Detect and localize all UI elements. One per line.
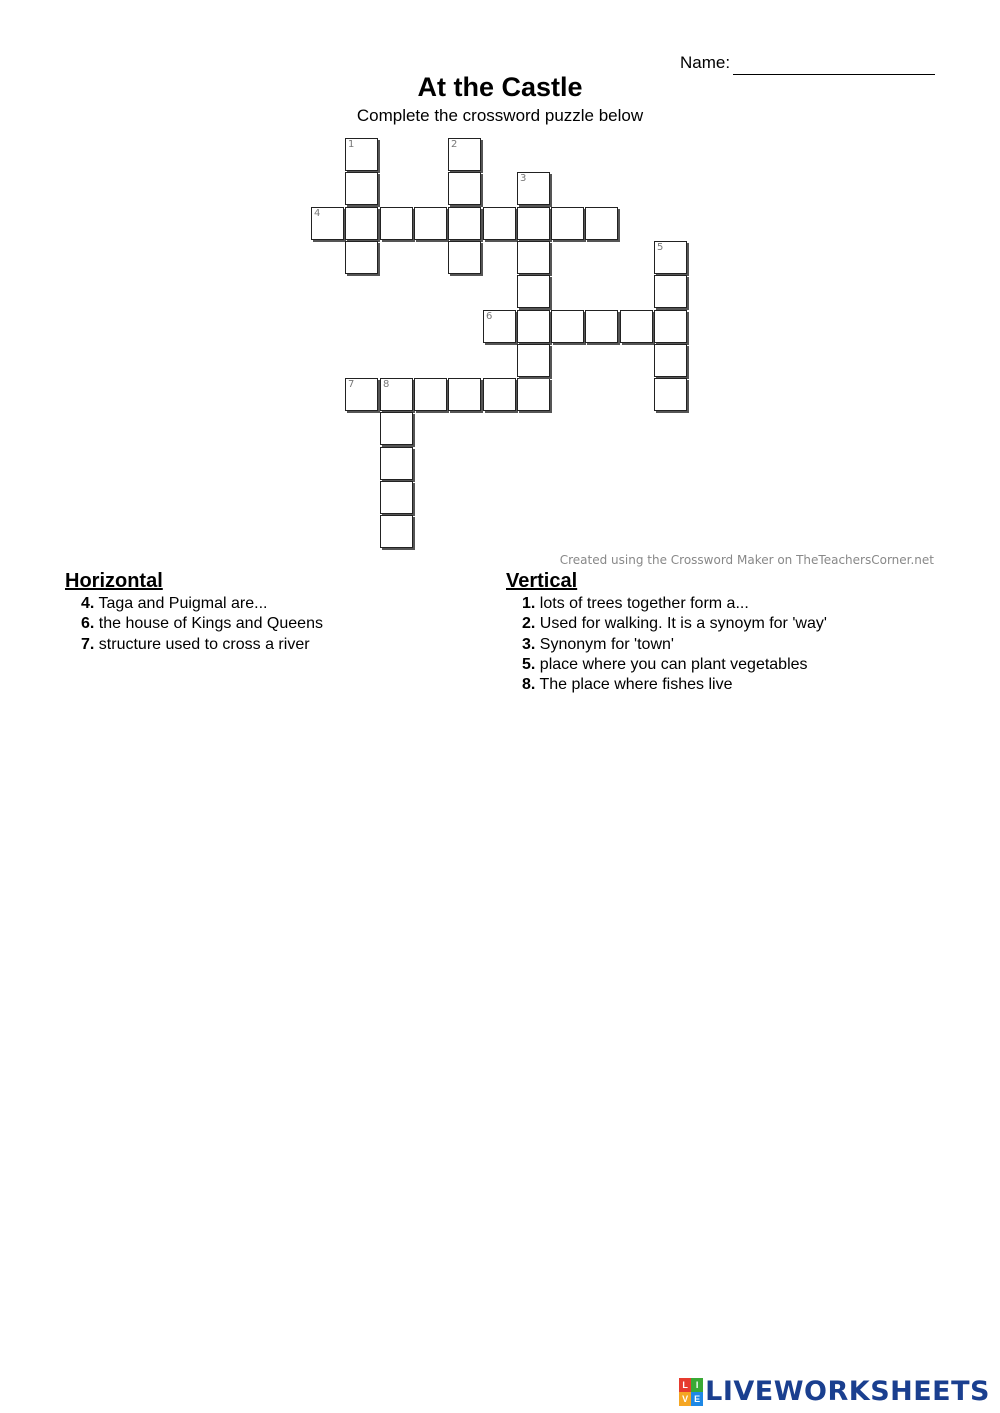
logo-letter: I — [691, 1378, 703, 1392]
crossword-cell[interactable] — [585, 207, 618, 240]
clue-number: 4. — [81, 595, 95, 612]
clue-text: place where you can plant vegetables — [539, 655, 808, 673]
vertical-clue — [522, 614, 827, 634]
name-label: Name: — [680, 53, 731, 72]
page-subtitle: Complete the crossword puzzle below — [356, 106, 644, 125]
crossword-cell[interactable] — [448, 172, 481, 205]
vertical-clue — [522, 675, 827, 695]
logo-text: LIVEWORKSHEETS — [705, 1376, 990, 1407]
vertical-clues — [506, 568, 827, 695]
cell-number: 1 — [348, 139, 355, 150]
vertical-clue — [522, 655, 827, 675]
horizontal-clue — [81, 594, 323, 614]
crossword-cell[interactable] — [585, 310, 618, 343]
crossword-cell[interactable] — [483, 207, 516, 240]
crossword-cell[interactable] — [380, 447, 413, 480]
clue-number: 5. — [522, 655, 536, 673]
crossword-cell[interactable] — [380, 481, 413, 514]
clue-number: 3. — [522, 635, 536, 653]
crossword-cell[interactable] — [654, 241, 687, 274]
crossword-cell[interactable] — [448, 241, 481, 274]
clue-number: 8. — [522, 676, 536, 694]
crossword-cell[interactable] — [517, 310, 550, 343]
crossword-cell[interactable] — [448, 378, 481, 411]
credit-text: Created using the Crossword Maker on TheTeachersCorner.net — [559, 553, 934, 567]
crossword-cell[interactable] — [483, 310, 516, 343]
clue-number: 1. — [522, 595, 536, 612]
crossword-cell[interactable] — [483, 378, 516, 411]
crossword-cell[interactable] — [654, 275, 687, 308]
clue-text: Used for walking. It is a synoym for 'way' — [539, 615, 827, 633]
clue-text: The place where fishes live — [539, 676, 733, 694]
vertical-heading: Vertical — [506, 570, 578, 592]
crossword-cell[interactable] — [517, 344, 550, 377]
crossword-cell[interactable] — [380, 378, 413, 411]
crossword-cell[interactable] — [551, 207, 584, 240]
crossword-cell[interactable] — [517, 378, 550, 411]
clue-number: 6. — [81, 615, 95, 633]
clue-number: 2. — [522, 615, 536, 633]
crossword-cell[interactable] — [517, 275, 550, 308]
logo-mark-icon — [679, 1378, 703, 1406]
horizontal-heading: Horizontal — [65, 570, 163, 592]
horizontal-clue — [81, 635, 323, 655]
crossword-cell[interactable] — [345, 241, 378, 274]
crossword-cell[interactable] — [654, 344, 687, 377]
cell-number: 3 — [520, 173, 527, 184]
crossword-cell[interactable] — [654, 310, 687, 343]
clue-text: the house of Kings and Queens — [98, 615, 323, 633]
crossword-cell[interactable] — [345, 172, 378, 205]
crossword-cell[interactable] — [345, 378, 378, 411]
page-title: At the Castle — [417, 72, 583, 102]
crossword-cell[interactable] — [345, 207, 378, 240]
cell-number: 8 — [383, 379, 390, 390]
crossword-cell[interactable] — [517, 241, 550, 274]
cell-number: 5 — [657, 242, 664, 253]
clue-text: lots of trees together form a... — [539, 595, 749, 612]
crossword-cell[interactable] — [345, 138, 378, 171]
crossword-cell[interactable] — [448, 138, 481, 171]
crossword-cell[interactable] — [517, 172, 550, 205]
horizontal-clue — [81, 614, 323, 634]
crossword-grid — [0, 0, 1000, 560]
crossword-cell[interactable] — [654, 378, 687, 411]
crossword-cell[interactable] — [380, 207, 413, 240]
horizontal-clues — [65, 568, 323, 655]
crossword-cell[interactable] — [620, 310, 653, 343]
crossword-cell[interactable] — [448, 207, 481, 240]
cell-number: 4 — [314, 208, 321, 219]
cell-number: 2 — [451, 139, 458, 150]
crossword-cell[interactable] — [414, 207, 447, 240]
vertical-clue — [522, 594, 827, 614]
crossword-cell[interactable] — [414, 378, 447, 411]
crossword-cell[interactable] — [380, 412, 413, 445]
crossword-cell[interactable] — [311, 207, 344, 240]
crossword-cell[interactable] — [517, 207, 550, 240]
logo-letter: V — [679, 1392, 691, 1406]
crossword-cell[interactable] — [551, 310, 584, 343]
clue-text: Taga and Puigmal are... — [98, 595, 268, 612]
clue-text: Synonym for 'town' — [539, 635, 674, 653]
cell-number: 7 — [348, 379, 355, 390]
logo-letter: E — [691, 1392, 703, 1406]
crossword-cell[interactable] — [380, 515, 413, 548]
logo-letter: L — [679, 1378, 691, 1392]
clue-text: structure used to cross a river — [98, 635, 310, 653]
cell-number: 6 — [486, 311, 493, 322]
vertical-clue — [522, 635, 827, 655]
liveworksheets-logo — [679, 1376, 990, 1407]
clue-number: 7. — [81, 635, 95, 653]
